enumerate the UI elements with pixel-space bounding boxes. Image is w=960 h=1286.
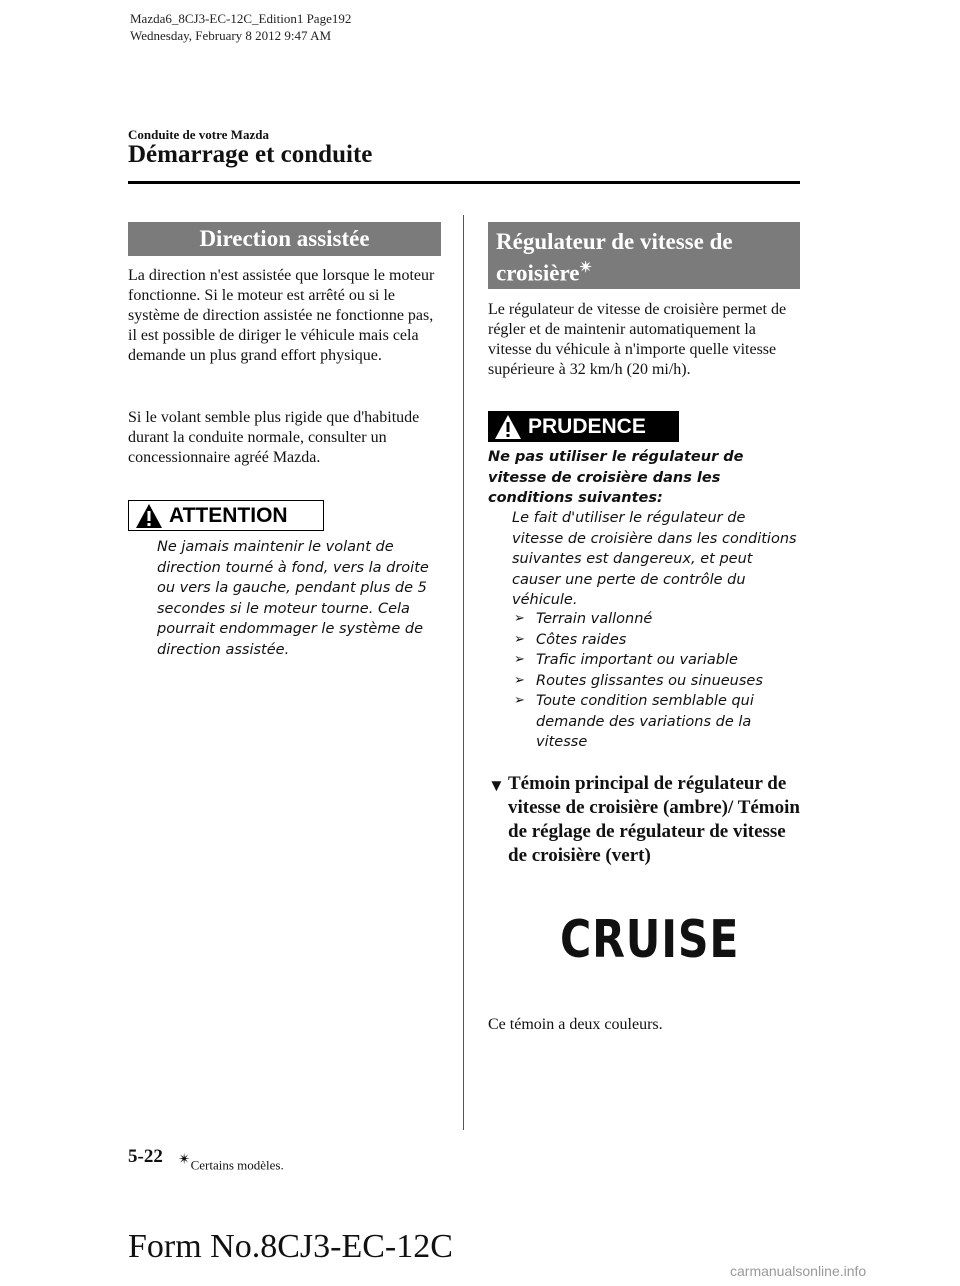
column-divider — [463, 215, 464, 1130]
prudence-list — [512, 609, 800, 753]
print-info-line1: Mazda6_8CJ3-EC-12C_Edition1 Page192 — [130, 11, 352, 26]
page-number: 5-22 — [128, 1146, 163, 1167]
cruise-control-paragraph-1: Le régulateur de vitesse de croisière permet de régler et de maintenir automatiquement la vitesse du véhicule à n'importe quelle vitesse supérieure à 32 km/h (20 mi/h). — [488, 301, 787, 378]
prudence-box — [488, 411, 679, 442]
attention-label: ATTENTION — [169, 503, 288, 527]
attention-text: Ne jamais maintenir le volant de direction tourné à fond, vers la droite ou vers la gauche, pendant plus de 5 secondes si le moteur tourne. Cela pourrait endommager le système de direction assistée. — [157, 539, 429, 658]
list-item: ➢ Côtes raides — [512, 630, 800, 651]
footnote — [178, 1150, 284, 1173]
footnote-star-icon: ✴ — [178, 1152, 191, 1168]
triangle-down-icon: ▼ — [488, 776, 505, 795]
arrow-bullet-icon: ➢ — [514, 693, 525, 708]
prudence-lead: Ne pas utiliser le régulateur de vitesse de croisière dans les conditions suivantes: — [488, 449, 744, 506]
print-info — [130, 10, 351, 44]
arrow-bullet-icon: ➢ — [514, 672, 525, 688]
cruise-heading-text: Régulateur de vitesse de croisière — [496, 229, 733, 286]
list-item: ➢ Routes glissantes ou sinueuses — [512, 671, 800, 692]
footnote-text: Certains modèles. — [190, 1157, 284, 1173]
section-label: Conduite de votre Mazda — [128, 127, 269, 142]
form-number: Form No.8CJ3-EC-12C — [128, 1228, 453, 1265]
prudence-label: PRUDENCE — [528, 414, 646, 438]
title-rule — [128, 181, 800, 184]
watermark: carmanualsonline.info — [730, 1263, 867, 1279]
optional-equipment-star-icon: ✴ — [579, 260, 593, 276]
cruise-indicator-icon: CRUISE — [560, 910, 740, 970]
prudence-body: Le fait d'utiliser le régulateur de vitesse de croisière dans les conditions suivantes est dangereux, et peut causer une perte de contrôle du véhicule. — [512, 510, 797, 608]
cruise-control-paragraph-2: Ce témoin a deux couleurs. — [488, 1016, 663, 1033]
arrow-bullet-icon: ➢ — [514, 611, 525, 626]
warning-triangle-icon — [135, 503, 163, 529]
list-item: ➢ Terrain vallonné — [512, 609, 800, 630]
power-steering-paragraph-2: Si le volant semble plus rigide que d'habitude durant la conduite normale, consulter un concessionnaire agréé Mazda. — [128, 409, 420, 466]
attention-box — [128, 500, 324, 531]
warning-triangle-icon — [494, 414, 522, 440]
list-item: ➢ Toute condition semblable qui demande des variations de la vitesse — [514, 693, 754, 750]
list-item: ➢ Trafic important ou variable — [512, 650, 800, 671]
section-heading-power-steering: Direction assistée — [128, 222, 441, 256]
power-steering-paragraph-1: La direction n'est assistée que lorsque le moteur fonctionne. Si le moteur est arrêté ou si le système de direction assistée ne fonctionne pas, il est possible de diriger le véhicule mais cela demande un plus grand effort physique. — [128, 267, 435, 364]
arrow-bullet-icon: ➢ — [514, 652, 525, 667]
page-title: Démarrage et conduite — [128, 141, 373, 168]
indicator-subheading: ▼ Témoin principal de régulateur de vitesse de croisière (ambre)/ Témoin de réglage de régulateur de vitesse de croisière (vert) — [488, 773, 800, 866]
arrow-bullet-icon: ➢ — [514, 631, 525, 647]
section-heading-cruise-control — [488, 222, 800, 289]
print-info-line2: Wednesday, February 8 2012 9:47 AM — [130, 28, 332, 43]
